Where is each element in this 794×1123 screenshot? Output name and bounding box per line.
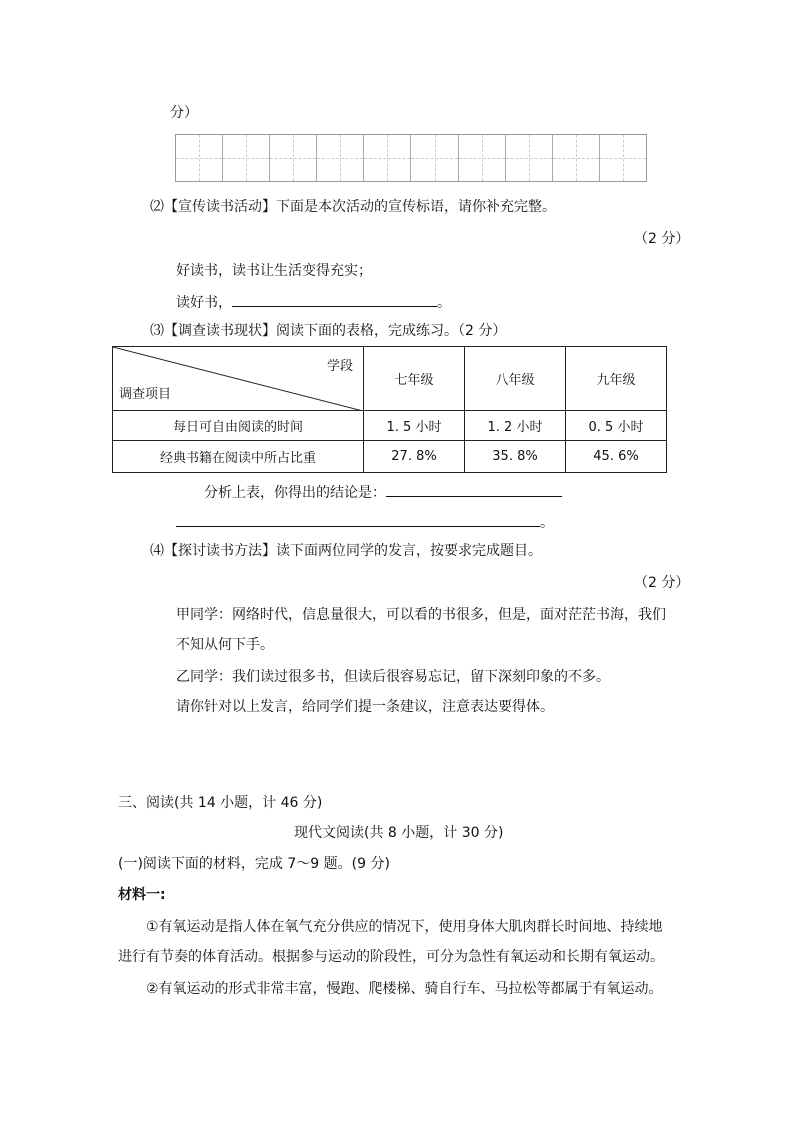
section-title: 三、阅读(共 14 小题，计 46 分) [118,795,323,811]
q3-analysis-line2 [176,512,554,532]
corner-top-label: 学段 [326,359,353,374]
grid-cell[interactable] [553,135,600,181]
part-heading: (一)阅读下面的材料，完成 7～9 题。(9 分) [118,856,390,872]
q2-prompt: ⑵【宣传读书活动】下面是本次活动的宣传标语，请你补充完整。 [150,199,556,215]
column-header: 八年级 [465,347,566,411]
section-subtitle: 现代文阅读(共 8 小题，计 30 分) [294,825,504,841]
q3-end-mark: 。 [540,515,554,531]
material-label: 材料一: [118,887,166,903]
column-header: 九年级 [566,347,667,411]
q4-yi: 乙同学：我们读过很多书，但读后很容易忘记，留下深刻印象的不多。 [176,669,610,685]
q4-instruction: 请你针对以上发言，给同学们提一条建议，注意表达要得体。 [176,699,554,715]
grid-cell[interactable] [223,135,270,181]
writing-grid[interactable] [175,134,647,182]
table-corner-cell [113,347,364,411]
grid-cell[interactable] [506,135,553,181]
table-cell: 35. 8% [465,441,566,473]
q3-answer-blank-1[interactable] [386,482,562,497]
table-cell: 45. 6% [566,441,667,473]
q2-slogan-line2 [176,292,451,312]
q3-prompt: ⑶【调查读书现状】阅读下面的表格，完成练习。（2 分） [150,323,507,339]
q2-line2-suffix: 。 [437,295,451,311]
table-cell: 27. 8% [364,441,465,473]
q2-score: （2 分） [634,231,690,247]
q2-line2-prefix: 读好书， [176,295,232,311]
q1-tail-text: 分） [170,105,198,121]
q4-jia-line1: 甲同学：网络时代，信息量很大，可以看的书很多，但是，面对茫茫书海，我们 [176,607,666,623]
grid-cell[interactable] [317,135,364,181]
table-row [113,411,667,441]
grid-cell[interactable] [176,135,223,181]
column-header: 七年级 [364,347,465,411]
q2-answer-blank[interactable] [232,292,437,307]
grid-cell[interactable] [270,135,317,181]
grid-cell[interactable] [364,135,411,181]
q3-analysis [204,482,562,502]
q3-analysis-label: 分析上表，你得出的结论是： [204,485,386,501]
table-cell: 0. 5 小时 [566,411,667,441]
table-cell: 1. 2 小时 [465,411,566,441]
paragraph-1-line1: ①有氧运动是指人体在氧气充分供应的情况下，使用身体大肌肉群长时间地、持续地 [146,919,663,935]
q4-jia-line2: 不知从何下手。 [176,637,274,653]
survey-table [112,346,667,473]
corner-bottom-label: 调查项目 [119,387,172,402]
row-label: 经典书籍在阅读中所占比重 [113,441,364,473]
grid-cell[interactable] [600,135,646,181]
q2-slogan-line1: 好读书，读书让生活变得充实； [176,263,372,279]
paragraph-1-line2: 进行有节奏的体育活动。根据参与运动的阶段性，可分为急性有氧运动和长期有氧运动。 [118,949,664,965]
q4-prompt: ⑷【探讨读书方法】读下面两位同学的发言，按要求完成题目。 [150,543,542,559]
table-row [113,441,667,473]
row-label: 每日可自由阅读的时间 [113,411,364,441]
paragraph-2: ②有氧运动的形式非常丰富，慢跑、爬楼梯、骑自行车、马拉松等都属于有氧运动。 [146,981,663,997]
q4-score: （2 分） [634,575,690,591]
table-cell: 1. 5 小时 [364,411,465,441]
grid-cell[interactable] [459,135,506,181]
grid-cell[interactable] [411,135,458,181]
q3-answer-blank-2[interactable] [176,512,540,527]
